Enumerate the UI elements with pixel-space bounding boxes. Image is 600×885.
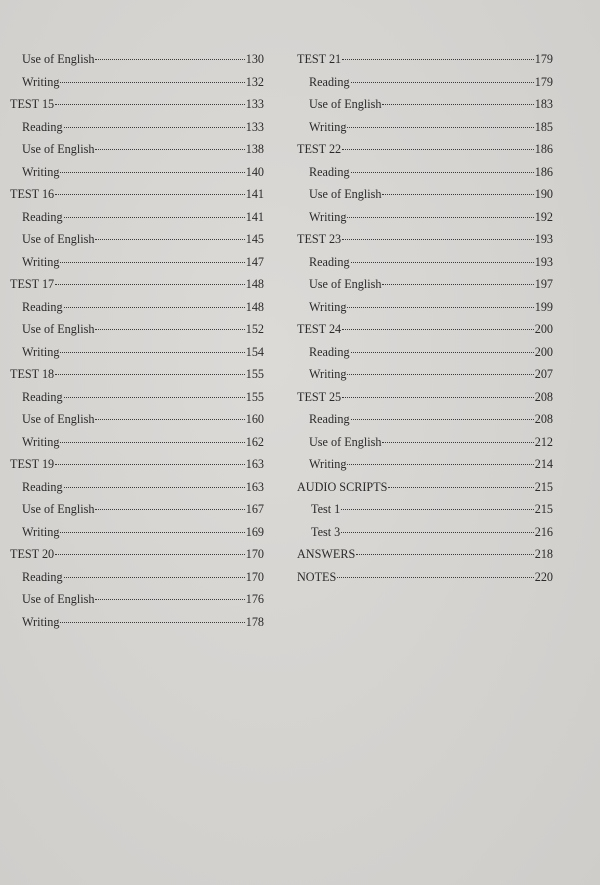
toc-entry-page-number: 179: [534, 52, 553, 66]
toc-entry-title: Reading: [22, 119, 63, 134]
dot-leader: [60, 352, 244, 353]
toc-entry-page-number: 179: [534, 74, 553, 89]
toc-subsection-entry: [297, 165, 553, 188]
toc-entry-page-number: 133: [245, 97, 264, 111]
dot-leader: [342, 239, 534, 240]
toc-entry-page-number: 208: [534, 389, 553, 404]
toc-entry-page-number: 160: [245, 412, 264, 426]
toc-subsection-entry: [297, 345, 553, 368]
toc-entry-title: Reading: [309, 164, 350, 179]
dot-leader: [60, 622, 244, 623]
toc-subsection-entry: [10, 120, 264, 143]
dot-leader: [382, 442, 533, 443]
toc-entry-title: Use of English: [22, 592, 95, 606]
toc-entry-page-number: 141: [245, 187, 264, 201]
toc-entry-page-number: 220: [534, 569, 553, 584]
toc-entry-page-number: 130: [245, 52, 264, 66]
toc-entry-page-number: 215: [534, 502, 553, 516]
toc-entry-page-number: 186: [534, 142, 553, 156]
dot-leader: [64, 577, 245, 578]
toc-subsection-entry: [10, 615, 264, 638]
toc-subsection-entry: [297, 435, 553, 458]
toc-section-entry: [10, 367, 264, 390]
dot-leader: [382, 284, 533, 285]
dot-leader: [342, 397, 534, 398]
dot-leader: [55, 464, 245, 465]
toc-entry-page-number: 216: [534, 524, 553, 539]
toc-entry-title: Reading: [309, 254, 350, 269]
toc-entry-title: Writing: [22, 344, 60, 359]
toc-entry-title: Writing: [22, 434, 60, 449]
toc-entry-page-number: 169: [245, 524, 264, 539]
toc-entry-page-number: 178: [245, 614, 264, 629]
toc-entry-page-number: 207: [534, 367, 553, 381]
toc-entry-page-number: 183: [534, 97, 553, 111]
toc-subsection-entry: [297, 255, 553, 278]
toc-subsection-entry: [10, 525, 264, 548]
toc-subsection-entry: [10, 232, 264, 255]
toc-section-entry: [297, 547, 553, 570]
toc-entry-title: Writing: [309, 119, 347, 134]
toc-entry-page-number: 148: [245, 299, 264, 314]
dot-leader: [55, 554, 245, 555]
toc-subsection-entry: [297, 502, 553, 525]
dot-leader: [342, 329, 534, 330]
toc-entry-title: Reading: [309, 412, 350, 426]
toc-subsection-entry: [10, 345, 264, 368]
dot-leader: [388, 487, 533, 488]
toc-section-entry: [297, 570, 553, 593]
dot-leader: [95, 599, 244, 600]
toc-subsection-entry: [297, 97, 553, 120]
dot-leader: [55, 284, 245, 285]
toc-section-entry: [10, 277, 264, 300]
toc-subsection-entry: [10, 592, 264, 615]
dot-leader: [64, 217, 245, 218]
dot-leader: [55, 374, 245, 375]
toc-subsection-entry: [297, 525, 553, 548]
dot-leader: [341, 532, 533, 533]
toc-subsection-entry: [10, 412, 264, 435]
toc-subsection-entry: [297, 277, 553, 300]
toc-entry-title: TEST 19: [10, 457, 55, 471]
dot-leader: [60, 442, 244, 443]
dot-leader: [341, 509, 533, 510]
toc-subsection-entry: [297, 300, 553, 323]
toc-entry-title: TEST 17: [10, 277, 55, 291]
toc-entry-page-number: 199: [534, 299, 553, 314]
toc-subsection-entry: [297, 210, 553, 233]
toc-subsection-entry: [10, 300, 264, 323]
toc-subsection-entry: [297, 187, 553, 210]
toc-entry-page-number: 193: [534, 254, 553, 269]
dot-leader: [60, 82, 244, 83]
dot-leader: [351, 352, 534, 353]
toc-entry-page-number: 193: [534, 232, 553, 246]
toc-subsection-entry: [297, 367, 553, 390]
dot-leader: [382, 104, 533, 105]
toc-entry-title: Writing: [309, 457, 347, 471]
dot-leader: [347, 374, 533, 375]
toc-entry-page-number: 215: [534, 479, 553, 494]
toc-entry-page-number: 170: [245, 569, 264, 584]
dot-leader: [95, 329, 244, 330]
toc-subsection-entry: [297, 75, 553, 98]
toc-subsection-entry: [10, 570, 264, 593]
toc-right-column: [297, 52, 553, 592]
toc-entry-title: TEST 21: [297, 52, 342, 66]
toc-subsection-entry: [10, 480, 264, 503]
dot-leader: [337, 577, 533, 578]
toc-subsection-entry: [10, 142, 264, 165]
toc-section-entry: [297, 390, 553, 413]
dot-leader: [60, 172, 244, 173]
dot-leader: [351, 419, 534, 420]
toc-entry-title: Use of English: [22, 52, 95, 66]
toc-subsection-entry: [10, 75, 264, 98]
toc-entry-title: Use of English: [309, 97, 382, 111]
toc-entry-title: Use of English: [309, 187, 382, 201]
dot-leader: [64, 127, 245, 128]
toc-entry-page-number: 200: [534, 322, 553, 336]
toc-entry-title: Reading: [22, 299, 63, 314]
toc-entry-page-number: 192: [534, 209, 553, 224]
toc-entry-page-number: 145: [245, 232, 264, 246]
toc-section-entry: [297, 480, 553, 503]
toc-subsection-entry: [10, 435, 264, 458]
toc-entry-page-number: 185: [534, 119, 553, 134]
toc-entry-title: TEST 18: [10, 367, 55, 381]
toc-entry-page-number: 148: [245, 277, 264, 291]
toc-left-column: [10, 52, 264, 637]
toc-entry-page-number: 190: [534, 187, 553, 201]
dot-leader: [356, 554, 533, 555]
toc-entry-title: TEST 20: [10, 547, 55, 561]
toc-subsection-entry: [297, 457, 553, 480]
dot-leader: [351, 262, 534, 263]
toc-subsection-entry: [10, 255, 264, 278]
dot-leader: [347, 217, 533, 218]
toc-entry-page-number: 141: [245, 209, 264, 224]
dot-leader: [382, 194, 533, 195]
toc-entry-title: Reading: [22, 569, 63, 584]
toc-entry-page-number: 212: [534, 434, 553, 449]
toc-entry-title: AUDIO SCRIPTS: [297, 479, 388, 494]
dot-leader: [347, 464, 533, 465]
toc-entry-title: TEST 15: [10, 97, 55, 111]
toc-entry-page-number: 163: [245, 479, 264, 494]
toc-entry-title: NOTES: [297, 569, 337, 584]
toc-entry-title: Writing: [22, 614, 60, 629]
toc-entry-title: Reading: [309, 344, 350, 359]
dot-leader: [95, 509, 244, 510]
toc-entry-title: Use of English: [22, 412, 95, 426]
toc-entry-title: ANSWERS: [297, 547, 356, 561]
toc-entry-title: Test 1: [311, 502, 341, 516]
dot-leader: [342, 59, 534, 60]
toc-section-entry: [297, 322, 553, 345]
dot-leader: [60, 262, 244, 263]
toc-entry-title: TEST 22: [297, 142, 342, 156]
toc-entry-title: Writing: [309, 299, 347, 314]
toc-entry-title: TEST 25: [297, 389, 342, 404]
toc-entry-title: Use of English: [309, 434, 382, 449]
toc-entry-title: Writing: [309, 209, 347, 224]
toc-section-entry: [10, 187, 264, 210]
dot-leader: [351, 172, 534, 173]
toc-section-entry: [297, 52, 553, 75]
toc-entry-page-number: 176: [245, 592, 264, 606]
dot-leader: [347, 307, 533, 308]
dot-leader: [60, 532, 244, 533]
toc-entry-title: Writing: [22, 254, 60, 269]
toc-entry-page-number: 162: [245, 434, 264, 449]
toc-entry-page-number: 154: [245, 344, 264, 359]
toc-entry-title: Use of English: [309, 277, 382, 291]
toc-section-entry: [297, 232, 553, 255]
dot-leader: [347, 127, 533, 128]
toc-entry-title: Writing: [22, 524, 60, 539]
toc-entry-page-number: 155: [245, 367, 264, 381]
toc-entry-page-number: 155: [245, 389, 264, 404]
toc-subsection-entry: [10, 390, 264, 413]
toc-entry-title: Reading: [22, 389, 63, 404]
toc-entry-page-number: 147: [245, 254, 264, 269]
toc-subsection-entry: [10, 502, 264, 525]
toc-section-entry: [10, 547, 264, 570]
dot-leader: [64, 487, 245, 488]
toc-entry-page-number: 200: [534, 344, 553, 359]
toc-entry-title: Use of English: [22, 502, 95, 516]
toc-subsection-entry: [10, 210, 264, 233]
dot-leader: [95, 419, 244, 420]
toc-subsection-entry: [10, 322, 264, 345]
dot-leader: [351, 82, 534, 83]
toc-section-entry: [10, 97, 264, 120]
toc-entry-title: Reading: [309, 74, 350, 89]
toc-entry-title: Use of English: [22, 322, 95, 336]
toc-entry-title: Writing: [309, 367, 347, 381]
toc-entry-title: Writing: [22, 74, 60, 89]
toc-entry-title: Use of English: [22, 142, 95, 156]
toc-entry-title: Test 3: [311, 524, 341, 539]
toc-entry-title: TEST 16: [10, 187, 55, 201]
toc-entry-title: Reading: [22, 209, 63, 224]
dot-leader: [55, 194, 245, 195]
toc-entry-page-number: 208: [534, 412, 553, 426]
dot-leader: [64, 307, 245, 308]
toc-entry-title: Use of English: [22, 232, 95, 246]
toc-entry-page-number: 163: [245, 457, 264, 471]
toc-subsection-entry: [10, 52, 264, 75]
toc-entry-page-number: 152: [245, 322, 264, 336]
dot-leader: [95, 59, 244, 60]
toc-entry-page-number: 133: [245, 119, 264, 134]
dot-leader: [95, 239, 244, 240]
toc-subsection-entry: [297, 120, 553, 143]
dot-leader: [64, 397, 245, 398]
toc-section-entry: [10, 457, 264, 480]
toc-entry-page-number: 170: [245, 547, 264, 561]
toc-entry-page-number: 186: [534, 164, 553, 179]
toc-entry-page-number: 140: [245, 164, 264, 179]
toc-entry-page-number: 218: [534, 547, 553, 561]
toc-entry-page-number: 138: [245, 142, 264, 156]
toc-entry-page-number: 197: [534, 277, 553, 291]
toc-entry-title: TEST 23: [297, 232, 342, 246]
toc-section-entry: [297, 142, 553, 165]
toc-entry-title: Writing: [22, 164, 60, 179]
dot-leader: [342, 149, 534, 150]
toc-subsection-entry: [10, 165, 264, 188]
toc-entry-title: TEST 24: [297, 322, 342, 336]
toc-subsection-entry: [297, 412, 553, 435]
dot-leader: [95, 149, 244, 150]
toc-entry-page-number: 167: [245, 502, 264, 516]
toc-entry-page-number: 214: [534, 457, 553, 471]
dot-leader: [55, 104, 245, 105]
toc-entry-page-number: 132: [245, 74, 264, 89]
toc-entry-title: Reading: [22, 479, 63, 494]
